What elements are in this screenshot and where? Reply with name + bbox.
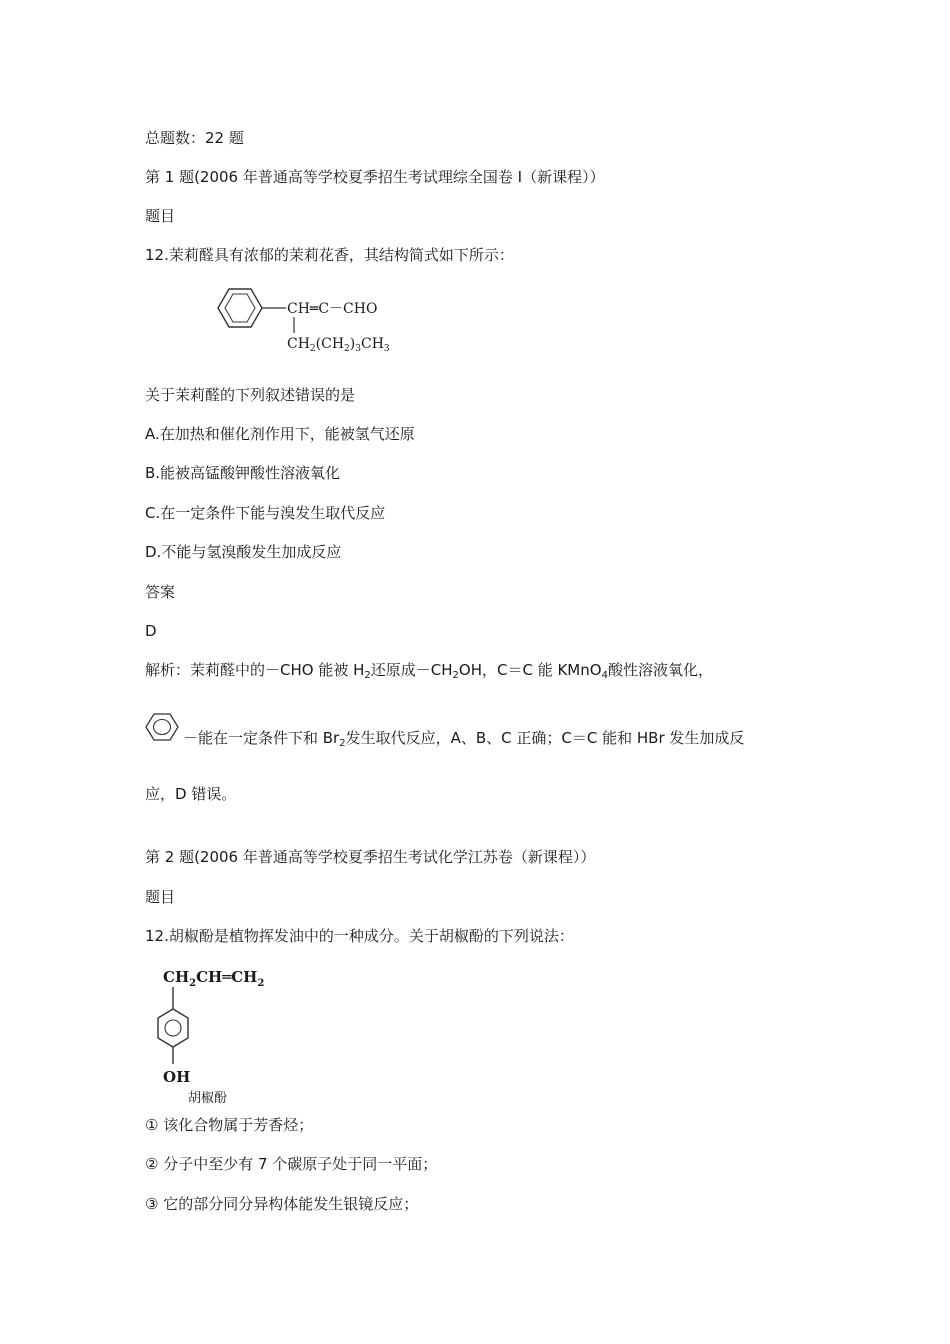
q1-answer: D [145,622,157,640]
q1-prompt: 关于茉莉醛的下列叙述错误的是 [145,386,356,404]
chavicol-caption: 胡椒酚 [188,1091,228,1106]
q2-statement-1: ① 该化合物属于芳香烃； [145,1116,314,1134]
q2-question-label: 题目 [145,888,176,906]
q1-stem: 12.茉莉醛具有浓郁的茉莉花香，其结构简式如下所示： [145,246,514,264]
q1-analysis-line2: －能在一定条件下和 $Br_2$发生取代反应，A、B、C 正确；C＝C 能和 HBr 发生加成反 [183,729,745,749]
q1-option-a: A.在加热和催化剂作用下，能被氢气还原 [145,425,415,443]
q1-option-c: C.在一定条件下能与溴发生取代反应 [145,504,386,522]
chavicol-structure [155,960,315,1110]
jasminaldehyde-structure [212,280,412,360]
q1-answer-label: 答案 [145,583,176,601]
q1-option-b: B.能被高锰酸钾酸性溶液氧化 [145,464,341,482]
q2-statement-3: ③ 它的部分同分异构体能发生银镜反应； [145,1195,419,1213]
total-count: 总题数：22 题 [145,129,244,147]
q1-option-d: D.不能与氢溴酸发生加成反应 [145,543,342,561]
q2-stem: 12.胡椒酚是植物挥发油中的一种成分。关于胡椒酚的下列说法： [145,927,574,945]
chavicol-top-chain: $CH_2CH═CH_2$ [163,968,265,989]
q1-question-label: 题目 [145,207,176,225]
q1-header: 第 1 题(2006 年普通高等学校夏季招生考试理综全国卷 I（新课程）） [145,168,605,186]
q2-statement-2: ② 分子中至少有 7 个碳原子处于同一平面； [145,1155,438,1173]
chavicol-oh: OH [163,1068,191,1086]
q1-analysis-line3: 应，D 错误。 [145,785,237,803]
structure-side-chain: $CH_2(CH_2)_3CH_3$ [287,336,390,354]
structure-main-chain: CH═C－CHO [287,301,378,317]
q2-header: 第 2 题(2006 年普通高等学校夏季招生考试化学江苏卷（新课程）） [145,848,596,866]
benzene-ring-icon [144,711,180,743]
q1-analysis-line1: 解析：茉莉醛中的－CHO 能被 $H_2$还原成$-CH_2OH$，C＝C 能 KMnO$_4$酸性溶液氧化， [145,661,713,681]
